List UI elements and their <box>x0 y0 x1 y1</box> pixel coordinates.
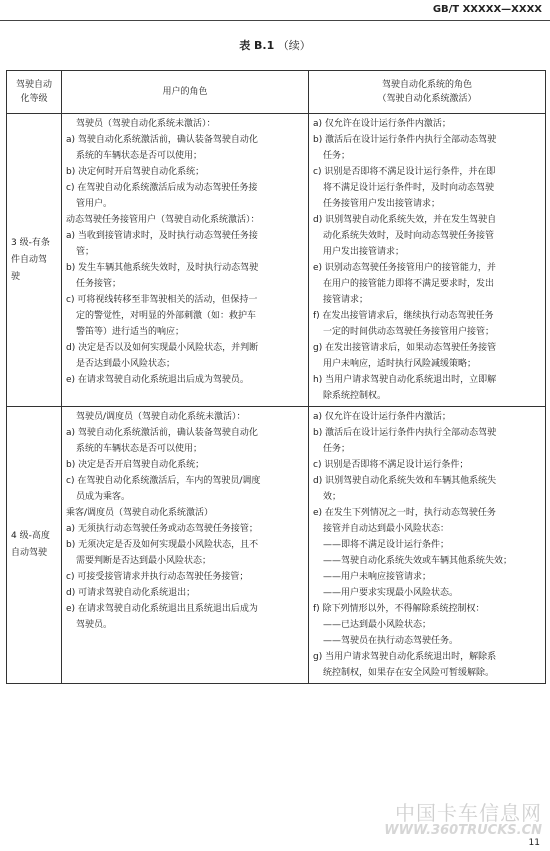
system-role-line: 将不满足设计运行条件时，及时向动态驾驶 <box>323 183 495 193</box>
system-role-line: g) 在发出接管请求后，如果动态驾驶任务接管 <box>313 343 497 353</box>
system-role-line: 用户未响应，适时执行风险减缓策略； <box>323 359 477 369</box>
automation-level-cell <box>7 407 62 684</box>
system-role-line: c) 识别是否即将不满足设计运行条件，并在即 <box>313 167 496 177</box>
system-role-line: b) 激活后在设计运行条件内执行全部动态驾驶 <box>313 428 497 438</box>
user-role-line: e) 在请求驾驶自动化系统退出后成为驾驶员。 <box>66 375 249 385</box>
system-role-line: f) 在发出接管请求后，继续执行动态驾驶任务 <box>313 311 494 321</box>
user-role-cell <box>62 407 309 684</box>
user-role-line: c) 可接受接管请求并执行动态驾驶任务接管； <box>66 572 249 582</box>
table-title <box>0 37 550 53</box>
user-role-line: d) 决定是否以及如何实现最小风险状态，并判断 <box>66 343 259 353</box>
system-role-line: e) 在发生下列情况之一时，执行动态驾驶任务 <box>313 508 496 518</box>
system-role-line: ——驾驶员在执行动态驾驶任务。 <box>323 636 459 646</box>
user-role-line: a) 驾驶自动化系统激活前，确认装备驾驶自动化 <box>66 135 258 145</box>
user-role-line: 系统的车辆状态是否可以使用； <box>76 444 203 454</box>
user-role-line: 驾驶员/调度员（驾驶自动化系统未激活）： <box>76 412 246 422</box>
standard-code: GB/T XXXXX—XXXX <box>432 4 542 15</box>
user-role-line: 乘客/调度员（驾驶自动化系统激活） <box>66 508 214 518</box>
user-role-line: 员成为乘客。 <box>76 492 131 502</box>
system-role-line: a) 仅允许在设计运行条件内激活； <box>313 412 451 422</box>
system-role-line: 接管并自动达到最小风险状态： <box>323 524 450 534</box>
automation-level-line: 件自动驾 <box>11 254 48 265</box>
user-role-line: 动态驾驶任务接管用户（驾驶自动化系统激活）： <box>66 215 260 225</box>
system-role-line: e) 识别动态驾驶任务接管用户的接管能力，并 <box>313 263 496 273</box>
user-role-line: 驾驶员。 <box>76 620 113 630</box>
automation-level-line: 3 级-有条 <box>11 237 50 248</box>
system-role-line: c) 识别是否即将不满足设计运行条件； <box>313 460 469 470</box>
system-role-line: 动化系统失效时，及时向动态驾驶任务接管 <box>323 231 495 241</box>
system-role-line: 统控制权，如果存在安全风险可暂缓解除。 <box>323 668 495 678</box>
driving-automation-role-table <box>6 70 546 684</box>
user-role-line: c) 在驾驶自动化系统激活后，车内的驾驶员/调度 <box>66 476 261 486</box>
header-user-role: 用户的角色 <box>62 71 309 114</box>
user-role-line: a) 驾驶自动化系统激活前，确认装备驾驶自动化 <box>66 428 258 438</box>
user-role-line: a) 当收到接管请求时，及时执行动态驾驶任务接 <box>66 231 258 241</box>
system-role-line: d) 识别驾驶自动化系统失效，并在发生驾驶自 <box>313 215 497 225</box>
watermark-line2: WWW.360TRUCKS.CN <box>384 823 542 838</box>
system-role-line: g) 当用户请求驾驶自动化系统退出时，解除系 <box>313 652 497 662</box>
system-role-line: ——驾驶自动化系统失效或车辆其他系统失效； <box>323 556 513 566</box>
user-role-line: b) 决定何时开启驾驶自动化系统； <box>66 167 205 177</box>
system-role-line: 任务接管用户发出接管请求； <box>323 199 441 209</box>
user-role-line: d) 可请求驾驶自动化系统退出； <box>66 588 196 598</box>
system-role-line: d) 识别驾驶自动化系统失效和车辆其他系统失 <box>313 476 497 486</box>
table-title-suffix: （续） <box>277 39 311 52</box>
user-role-line: 系统的车辆状态是否可以使用； <box>76 151 203 161</box>
user-role-line: 是否达到最小风险状态； <box>76 359 176 369</box>
system-role-line: ——用户未响应接管请求； <box>323 572 432 582</box>
automation-level-cell <box>7 114 62 407</box>
user-role-line: b) 发生车辆其他系统失效时，及时执行动态驾驶 <box>66 263 259 273</box>
header-rule <box>0 20 550 21</box>
user-role-line: b) 无须决定是否及如何实现最小风险状态，且不 <box>66 540 259 550</box>
system-role-line: ——用户要求实现最小风险状态。 <box>323 588 459 598</box>
system-role-line: 一定的时间供动态驾驶任务接管用户接管； <box>323 327 495 337</box>
system-role-line: 效； <box>323 492 342 502</box>
user-role-line: 管用户。 <box>76 199 113 209</box>
user-role-line: 警笛等）进行适当的响应； <box>76 327 185 337</box>
user-role-line: 定的警觉性，对明显的外部刺激（如：救护车 <box>76 311 257 321</box>
system-role-line: a) 仅允许在设计运行条件内激活； <box>313 119 451 129</box>
header-system-role-line1: 驾驶自动化系统的角色 <box>381 80 472 90</box>
system-role-line: b) 激活后在设计运行条件内执行全部动态驾驶 <box>313 135 497 145</box>
table-row <box>7 114 546 407</box>
user-role-line: 需要判断是否达到最小风险状态； <box>76 556 212 566</box>
table-title-prefix: 表 B.1 <box>239 39 275 52</box>
header-level <box>7 71 62 114</box>
system-role-line: 接管请求； <box>323 295 369 305</box>
user-role-line: 管； <box>76 247 95 257</box>
system-role-line: h) 当用户请求驾驶自动化系统退出时，立即解 <box>313 375 497 385</box>
user-role-line: c) 在驾驶自动化系统激活后成为动态驾驶任务接 <box>66 183 258 193</box>
system-role-cell <box>309 407 546 684</box>
table-header-row <box>7 71 546 114</box>
page-number: 11 <box>528 838 540 848</box>
system-role-line: ——已达到最小风险状态； <box>323 620 432 630</box>
system-role-line: 任务； <box>323 444 351 454</box>
user-role-line: 任务接管； <box>76 279 122 289</box>
user-role-line: 驾驶员（驾驶自动化系统未激活）： <box>76 119 216 129</box>
user-role-line: c) 可将视线转移至非驾驶相关的活动，但保持一 <box>66 295 258 305</box>
system-role-line: ——即将不满足设计运行条件； <box>323 540 450 550</box>
header-system-role <box>309 71 546 114</box>
user-role-line: e) 在请求驾驶自动化系统退出且系统退出后成为 <box>66 604 258 614</box>
watermark-line1: 中国卡车信息网 <box>395 801 542 825</box>
system-role-line: f) 除下列情形以外，不得解除系统控制权： <box>313 604 485 614</box>
system-role-line: 在用户的接管能力即将不满足要求时，发出 <box>323 279 495 289</box>
system-role-line: 用户发出接管请求； <box>323 247 405 257</box>
system-role-cell <box>309 114 546 407</box>
table-row <box>7 407 546 684</box>
automation-level-line: 驶 <box>11 271 21 282</box>
header-level-line1: 驾驶自动 <box>15 80 52 90</box>
automation-level-line: 自动驾驶 <box>11 548 48 558</box>
header-level-line2: 化等级 <box>20 94 48 104</box>
automation-level-line: 4 级-高度 <box>11 531 50 541</box>
header-system-role-line2: （驾驶自动化系统激活） <box>377 94 477 104</box>
system-role-line: 除系统控制权。 <box>323 391 387 401</box>
user-role-line: b) 决定是否开启驾驶自动化系统； <box>66 460 205 470</box>
user-role-line: a) 无须执行动态驾驶任务或动态驾驶任务接管； <box>66 524 258 534</box>
user-role-cell <box>62 114 309 407</box>
system-role-line: 任务； <box>323 151 351 161</box>
